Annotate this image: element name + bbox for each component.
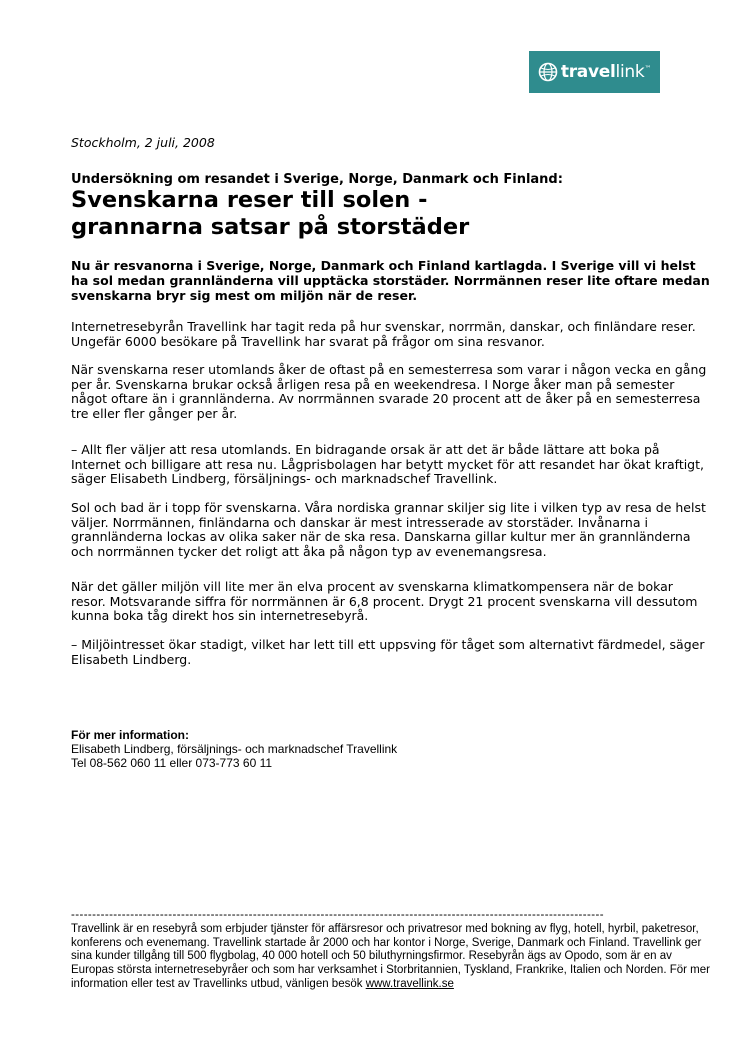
travellink-logo — [529, 51, 660, 93]
body-paragraph-4: Sol och bad är i topp för svenskarna. Våra nordiska grannar skiljer sig lite i vilken typ av resa de helst väljer. Norrmännen, finländarna och danskar är mest intresserade av storstäder. Invånarna i grannländerna lockas av olika saker när de ska resa. Danskarna gillar kultur mer än grannländerna och norrmännen tycker det roligt att åka på någon typ av evenemangsresa. — [71, 500, 706, 559]
body-paragraph-2: När svenskarna reser utomlands åker de oftast på en semesterresa som varar i någon vecka en gång per år. Svenskarna brukar också årligen resa på en weekendresa. I Norge åker man på semester något oftare än i grannländerna. Av norrmännen svarade 20 procent att de åker på en semesterresa tre eller fler gånger per år. — [71, 362, 707, 421]
body-paragraph-1: Internetresebyrån Travellink har tagit reda på hur svenskar, norrmän, danskar, och finländare reser. Ungefär 6000 besökare på Travellink har svarat på frågor om sina resvanor. — [71, 319, 696, 349]
body-paragraph-5: När det gäller miljön vill lite mer än elva procent av svenskarna klimatkompensera när de bokar resor. Motsvarande siffra för norrmännen är 6,8 procent. Drygt 21 procent svenskarna vill dessutom kunna boka tåg direkt hos sin internetresebyrå. — [71, 579, 698, 623]
body-paragraph-6: – Miljöintresset ökar stadigt, vilket har lett till ett uppsving för tåget som alternativt färdmedel, säger Elisabeth Lindberg. — [71, 637, 705, 667]
headline-line-2: grannarna satsar på storstäder — [71, 214, 470, 240]
footer-text: Travellink är en resebyrå som erbjuder tjänster för affärsresor och privatresor med bokning av flyg, hotell, hyrbil, paketresor, konferens och evenemang. Travellink startade år 2000 och har kontor i Norge, Sverige, Danmark och Finland. Travellink ger sina kunder tillgång till 500 flygbolag, 40 000 hotell och 50 biluthyrningsfirmor. Resebyrån ägs av Opodo, som är en av Europas största internetresebyråer och som har verksamhet i Storbritannien, Tyskland, Frankrike, Italien och Norden. För mer information eller test av Travellinks utbud, vänligen besök — [71, 922, 710, 990]
lead-paragraph: Nu är resvanorna i Sverige, Norge, Danmark och Finland kartlagda. I Sverige vill vi helst ha sol medan grannländerna vill upptäcka storstäder. Norrmännen reser lite oftare medan svenskarna bryr sig mest om miljön när de reser. — [71, 258, 710, 303]
dateline: Stockholm, 2 juli, 2008 — [71, 135, 215, 150]
contact-block — [71, 728, 397, 770]
contact-phone: Tel 08-562 060 11 eller 073-773 60 11 — [71, 756, 273, 770]
headline — [71, 187, 711, 241]
travellink-website-link[interactable]: www.travellink.se — [365, 977, 454, 990]
footer-boilerplate — [71, 909, 711, 992]
kicker-heading: Undersökning om resandet i Sverige, Norge, Danmark och Finland: — [71, 172, 563, 187]
headline-line-1: Svenskarna reser till solen - — [71, 187, 428, 213]
logo-wordmark: travellink™ — [560, 62, 652, 82]
contact-heading: För mer information: — [71, 728, 190, 742]
footer-divider: ------------------------------------------------------------------------------------------------------------------------------ — [71, 909, 604, 921]
body-paragraph-3: – Allt fler väljer att resa utomlands. En bidragande orsak är att det är både lättare att boka på Internet och billigare att resa nu. Lågprisbolagen har betytt mycket för att resandet har ökat kraftigt, säger Elisabeth Lindberg, försäljnings- och marknadschef Travellink. — [71, 442, 704, 486]
globe-icon — [538, 62, 558, 82]
contact-name: Elisabeth Lindberg, försäljnings- och marknadschef Travellink — [71, 742, 398, 756]
